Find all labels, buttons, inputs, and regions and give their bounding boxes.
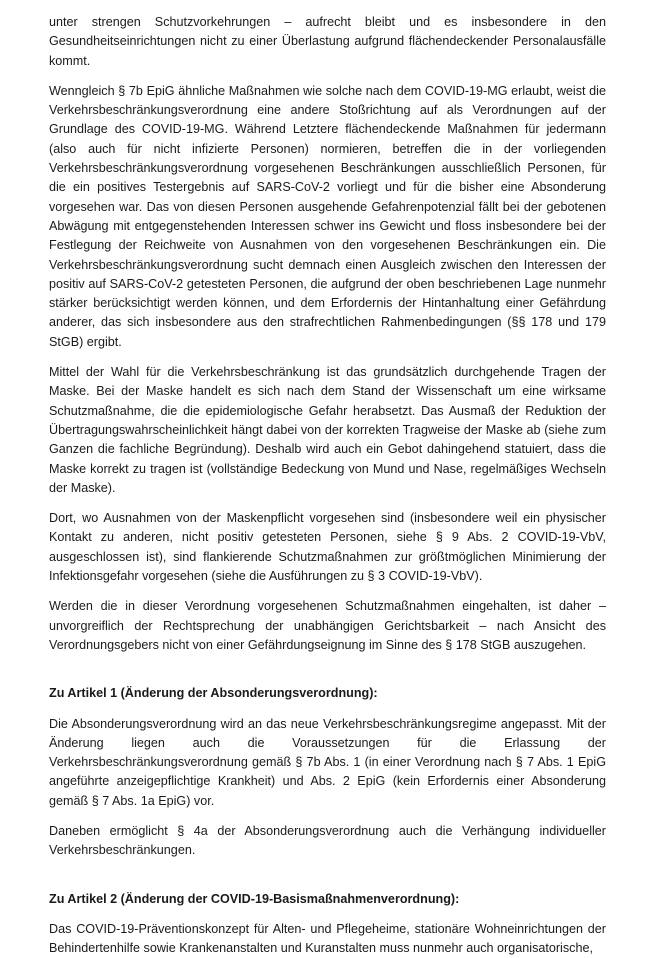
paragraph-1: unter strengen Schutzvorkehrungen – aufrecht bleibt und es insbesondere in den Gesundheitseinrichtungen nicht zu einer Überlastung aufgrund flächendeckender Personalausfälle kommt. <box>49 15 606 68</box>
document-page <box>49 13 606 958</box>
article-2-paragraph-1: Das COVID-19-Präventionskonzept für Alten- und Pflegeheime, stationäre Wohneinrichtungen der Behindertenhilfe sowie Krankenanstalten und Kuranstalten muss nunmehr auch organisatorische, <box>49 921 606 956</box>
paragraph-2: Wenngleich § 7b EpiG ähnliche Maßnahmen wie solche nach dem COVID-19-MG erlaubt, weist die Verkehrsbeschränkungsverordnung eine andere Stoßrichtung auf als Verordnungen auf der Grundlage des COVID-19-MG. Während Letztere flächendeckende Maßnahmen für jedermann (also auch für nicht infizierte Personen) normieren, betreffen die in der vorliegenden Verkehrsbeschränkungsverordnung vorgesehenen Beschränkungen ausschließlich Personen, für die ein positives Testergebnis auf SARS-CoV-2 vorliegt und für die bisher eine Absonderung vorgesehen war. Das von diesen Personen ausgehende Gefahrenpotenzial fällt bei der gebotenen Abwägung mit entgegenstehenden Interessen schwer ins Gewicht und floss insbesondere bei der Festlegung der Reichweite von Ausnahmen von den vorgesehenen Beschränkungen ein. Die Verkehrsbeschränkungsverordnung sucht demnach einen Ausgleich zwischen den Interessen der positiv auf SARS-CoV-2 getesteten Personen, die aufgrund der oben beschriebenen Lage nunmehr stärker berücksichtigt werden können, und dem Erfordernis der Hintanhaltung einer Gefährdung anderer, das sich insbesondere aus den strafrechtlichen Rahmenbedingungen (§§ 178 und 179 StGB) ergibt. <box>49 83 606 349</box>
paragraph-5: Werden die in dieser Verordnung vorgesehenen Schutzmaßnahmen eingehalten, ist daher – unvorgreiflich der Rechtsprechung der unabhängigen Gerichtsbarkeit – nach Ansicht des Verordnungsgebers nicht von einer Gefährdungseignung im Sinne des § 178 StGB auszugehen. <box>49 599 606 652</box>
paragraph-3: Mittel der Wahl für die Verkehrsbeschränkung ist das grundsätzlich durchgehende Tragen der Maske. Bei der Maske handelt es sich nach dem Stand der Wissenschaft um eine wirksame Schutzmaßnahme, die die epidemiologische Gefahr herabsetzt. Das Ausmaß der Reduktion der Übertragungswahrscheinlichkeit hängt dabei von der korrekten Tragweise der Maske ab (siehe zum Ganzen die fachliche Begründung). Deshalb wird auch ein Gebot dahingehend statuiert, dass die Maske korrekt zu tragen ist (vollständige Bedeckung von Mund und Nase, regelmäßiges Wechseln der Maske). <box>49 365 606 495</box>
article-1-paragraph-1: Die Absonderungsverordnung wird an das neue Verkehrsbeschränkungsregime angepasst. Mit der Änderung liegen auch die Voraussetzungen für die Erlassung der Verkehrsbeschränkungsverordnung gemäß § 7b Abs. 1 (in einer Verordnung nach § 7 Abs. 1 EpiG angeführte anzeigepflichtige Krankheit) und Abs. 2 EpiG (kein Erfordernis einer Absonderung gemäß § 7 Abs. 1a EpiG) vor. <box>49 716 606 808</box>
paragraph-4: Dort, wo Ausnahmen von der Maskenpflicht vorgesehen sind (insbesondere weil ein physischer Kontakt zu anderen, nicht positiv getesteten Personen, siehe § 9 Abs. 2 COVID-19-VbV, ausgeschlossen ist), sind flankierende Schutzmaßnahmen zur größtmöglichen Minimierung der Infektionsgefahr vorgesehen (siehe die Ausführungen zu § 3 COVID-19-VbV). <box>49 511 606 584</box>
article-1-heading: Zu Artikel 1 (Änderung der Absonderungsverordnung): <box>49 686 378 701</box>
article-1-paragraph-2: Daneben ermöglicht § 4a der Absonderungsverordnung auch die Verhängung individueller Verkehrsbeschränkungen. <box>49 823 606 858</box>
article-2-heading: Zu Artikel 2 (Änderung der COVID-19-Basismaßnahmenverordnung): <box>49 891 460 906</box>
